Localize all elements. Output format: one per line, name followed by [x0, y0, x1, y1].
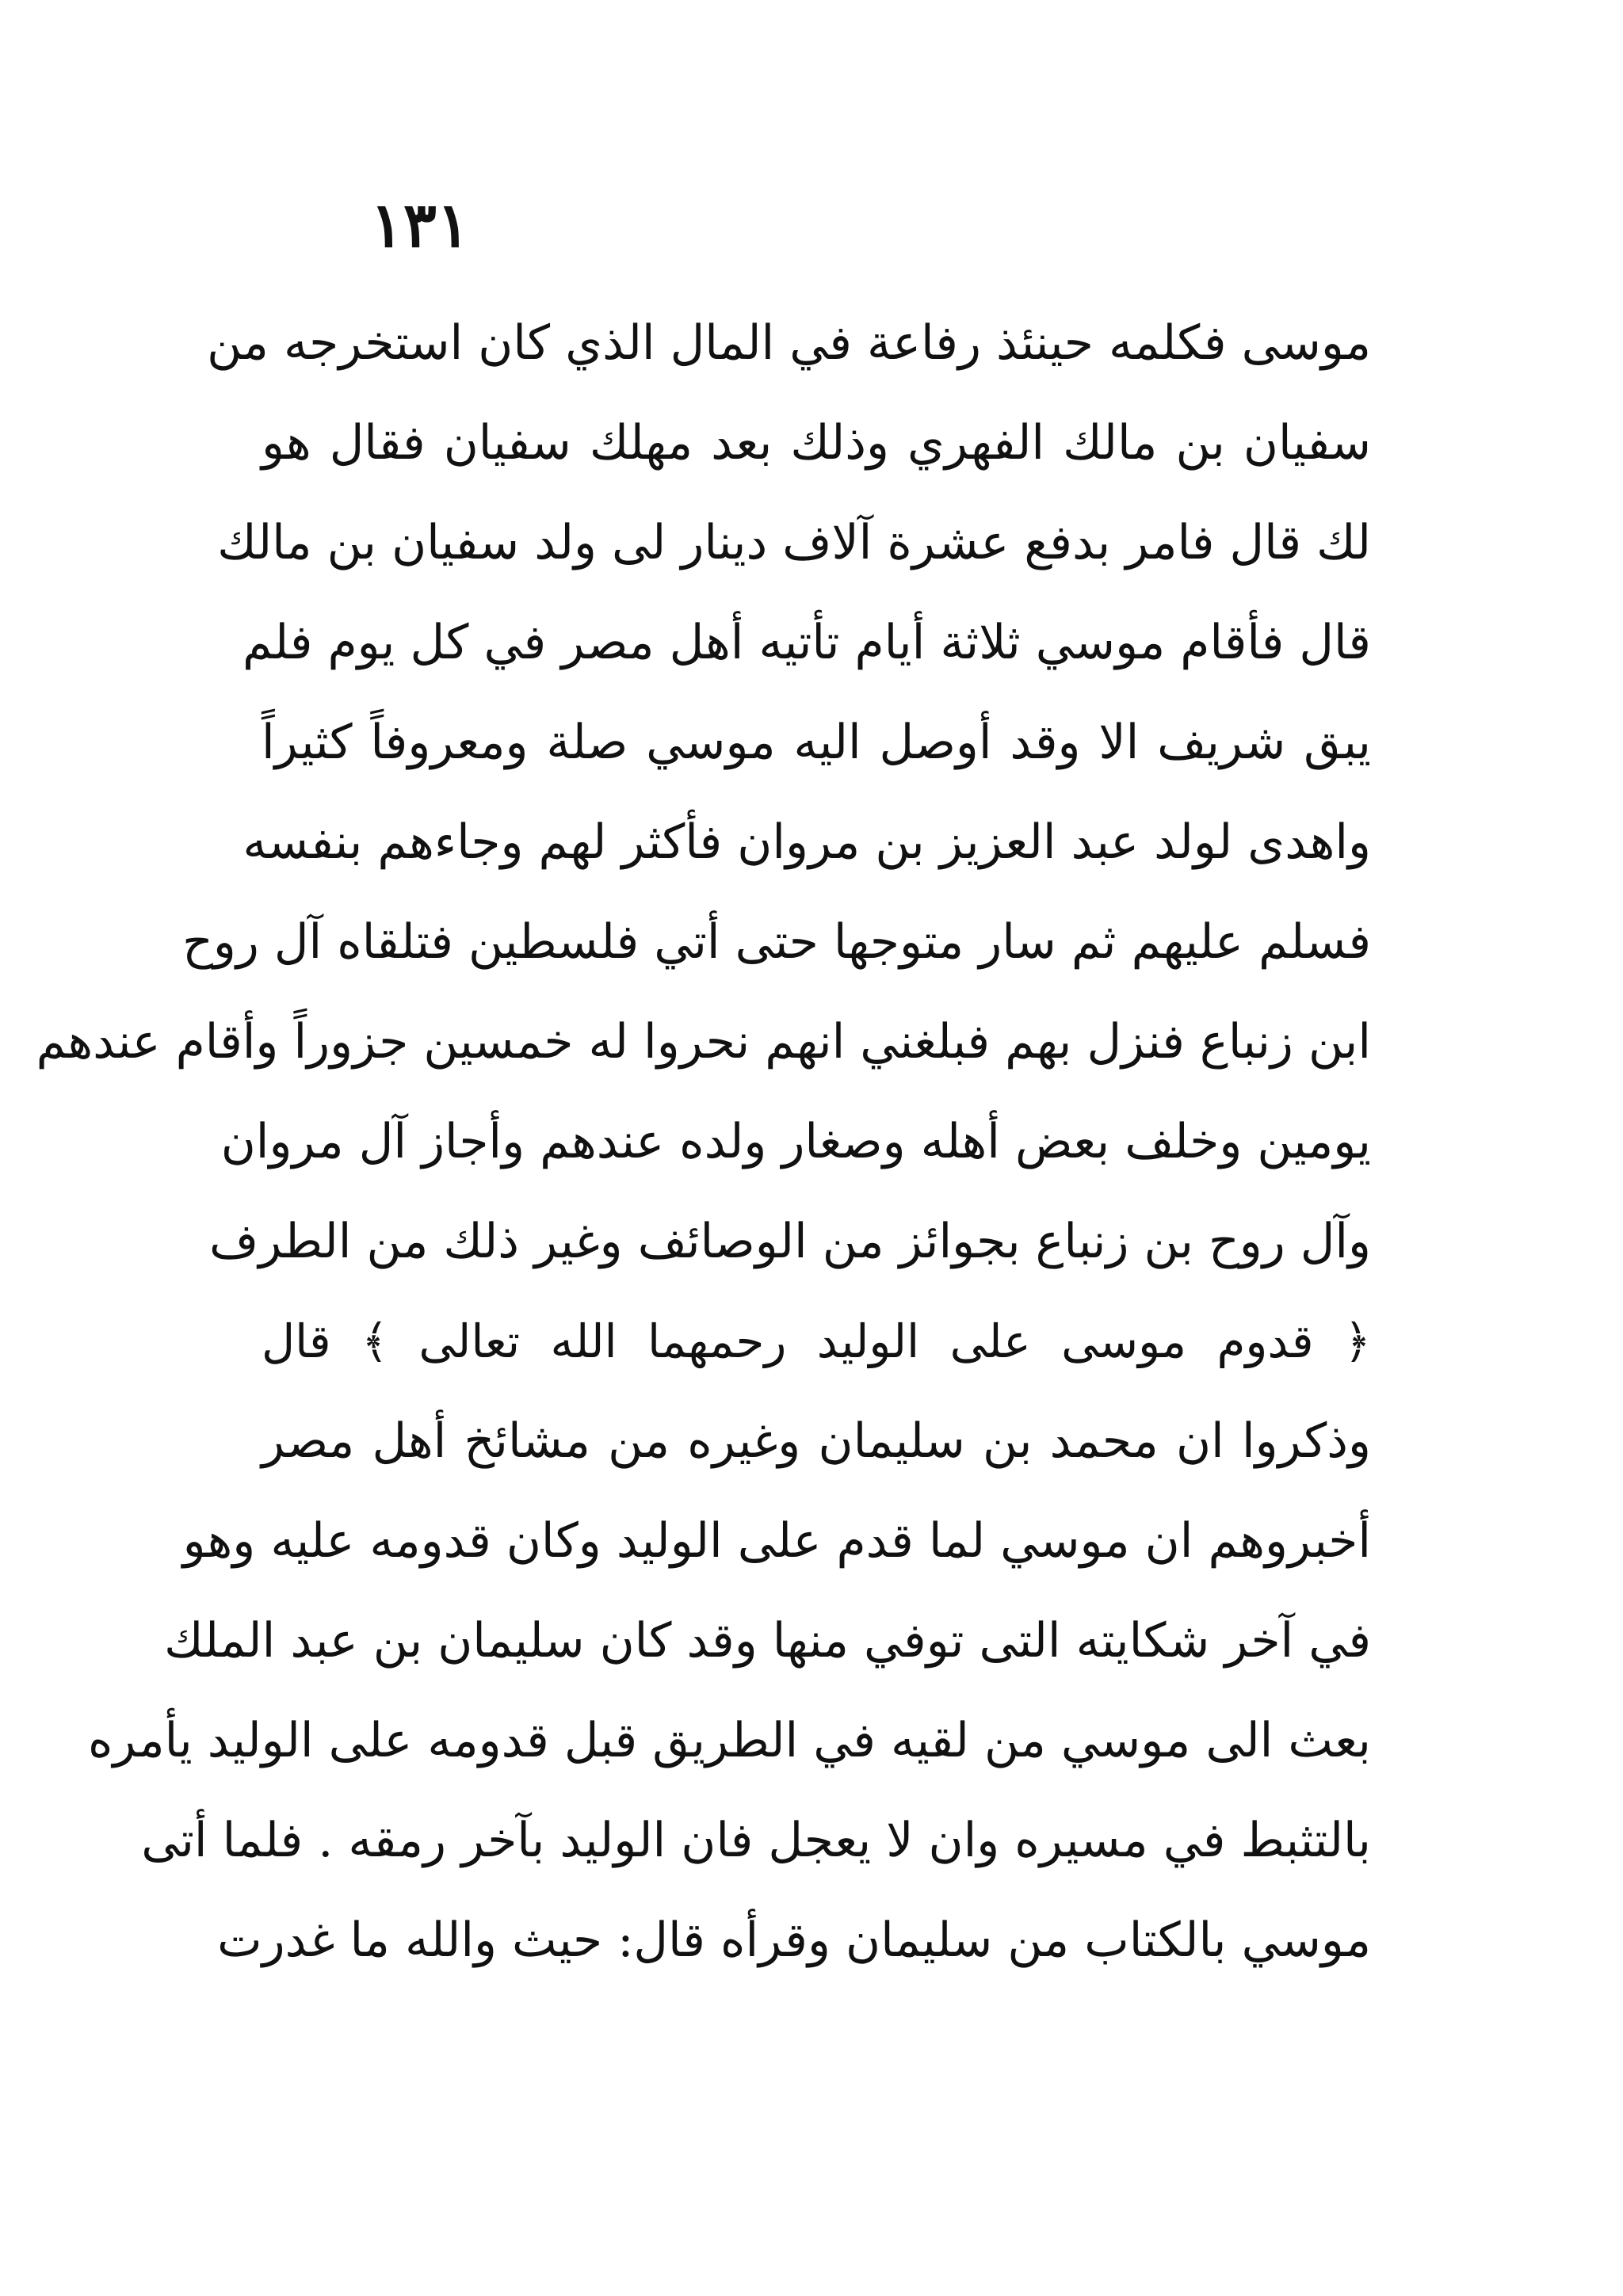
text-line: قال فأقام موسي ثلاثة أيام تأتيه أهل مصر في كل يوم فلم: [242, 615, 1371, 670]
text-line: واهدى لولد عبد العزيز بن مروان فأكثر لهم وجاءهم بنفسه: [242, 814, 1371, 870]
text-line: سفيان بن مالك الفهري وذلك بعد مهلك سفيان فقال هو: [262, 415, 1371, 471]
page-number: ١٣١: [370, 189, 470, 261]
text-line: في آخر شكايته التى توفي منها وقد كان سليمان بن عبد الملك: [164, 1613, 1371, 1669]
text-line: فسلم عليهم ثم سار متوجها حتى أتي فلسطين فتلقاه آل روح: [182, 914, 1371, 970]
text-line: يبق شريف الا وقد أوصل اليه موسي صلة ومعروفاً كثيراً: [262, 715, 1371, 770]
text-line: وذكروا ان محمد بن سليمان وغيره من مشائخ أهل مصر: [262, 1413, 1371, 1469]
body-text: [36, 293, 1371, 1990]
text-line: موسى فكلمه حينئذ رفاعة في المال الذي كان استخرجه من: [207, 315, 1371, 371]
text-line: بالتثبط في مسيره وان لا يعجل فان الوليد بآخر رمقه . فلما أتى: [141, 1813, 1371, 1868]
text-line: موسي بالكتاب من سليمان وقرأه قال: حيث والله ما غدرت: [217, 1913, 1371, 1968]
section-heading: ﴿ قدوم موسى على الوليد رحمهما الله تعالى ﴾ قال: [262, 1314, 1371, 1368]
text-line: بعث الى موسي من لقيه في الطريق قبل قدومه على الوليد يأمره: [87, 1713, 1371, 1768]
text-line: لك قال فامر بدفع عشرة آلاف دينار لى ولد سفيان بن مالك: [217, 515, 1371, 570]
text-line: يومين وخلف بعض أهله وصغار ولده عندهم وأجاز آل مروان: [220, 1114, 1371, 1169]
text-line: وآل روح بن زنباع بجوائز من الوصائف وغير ذلك من الطرف: [209, 1214, 1371, 1269]
text-line: أخبروهم ان موسي لما قدم على الوليد وكان قدومه عليه وهو: [182, 1513, 1371, 1569]
text-line: ابن زنباع فنزل بهم فبلغني انهم نحروا له خمسين جزوراً وأقام عندهم: [36, 1014, 1371, 1070]
